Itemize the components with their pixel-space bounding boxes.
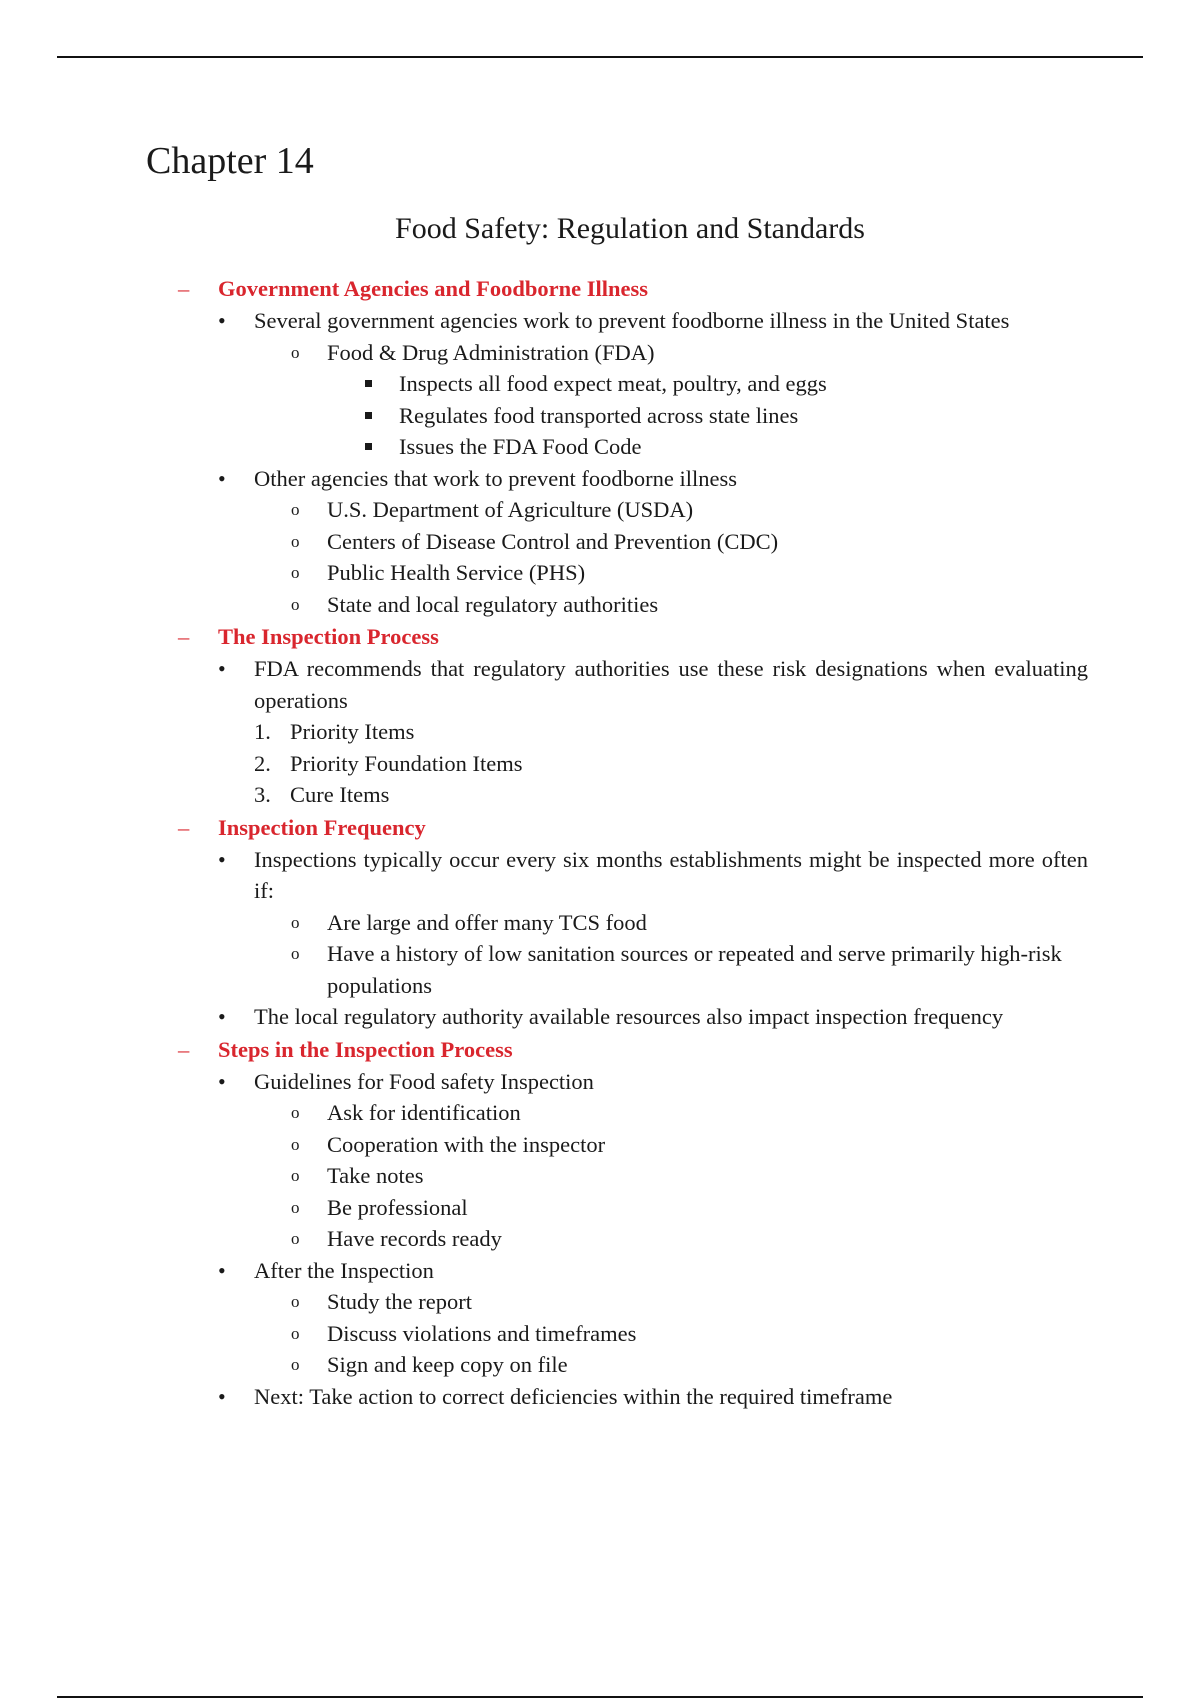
bullet-marker: • [218, 465, 226, 491]
section-heading [178, 620, 1088, 653]
bullet-marker: • [218, 846, 226, 872]
circle-marker: o [291, 1197, 300, 1217]
sub-bullet-item [178, 1160, 1088, 1192]
square-bullet-text: Regulates food transported across state lines [399, 402, 799, 428]
dash-marker: – [178, 1036, 190, 1062]
square-marker [365, 412, 372, 419]
number-marker: 1. [254, 719, 271, 744]
bullet-text: Guidelines for Food safety Inspection [254, 1068, 594, 1094]
sub-bullet-item [178, 494, 1088, 526]
dash-marker: – [178, 624, 190, 649]
square-bullet-item [178, 368, 1088, 400]
numbered-text: Priority Foundation Items [290, 750, 523, 776]
circle-marker: o [291, 531, 300, 551]
sub-bullet-item [178, 1129, 1088, 1161]
sub-bullet-text: Are large and offer many TCS food [327, 909, 647, 935]
square-marker [365, 443, 372, 450]
dash-marker: – [178, 276, 190, 301]
sub-bullet-item [178, 1097, 1088, 1129]
circle-marker: o [291, 1355, 300, 1374]
bullet-marker: • [218, 1068, 226, 1094]
bullet-item [178, 1001, 1088, 1033]
numbered-text: Priority Items [290, 719, 415, 744]
document-body [178, 272, 1088, 1412]
sub-bullet-item [178, 526, 1088, 558]
section-heading [178, 1033, 1088, 1066]
circle-marker: o [291, 1166, 300, 1185]
sub-bullet-text: Have a history of low sanitation sources or repeated and serve primarily high-risk populations [327, 941, 1062, 998]
square-bullet-text: Inspects all food expect meat, poultry, and eggs [399, 371, 827, 396]
sub-bullet-text: U.S. Department of Agriculture (USDA) [327, 497, 694, 522]
square-bullet-item [178, 400, 1088, 432]
sub-bullet-item [178, 337, 1088, 369]
sub-bullet-item [178, 907, 1088, 939]
bullet-item [178, 1066, 1088, 1098]
bullet-marker: • [218, 1004, 226, 1029]
sub-bullet-text: Cooperation with the inspector [327, 1131, 606, 1157]
circle-marker: o [291, 1134, 300, 1154]
sub-bullet-item [178, 1286, 1088, 1318]
numbered-text: Cure Items [290, 782, 390, 807]
square-bullet-text: Issues the FDA Food Code [399, 434, 642, 459]
sub-bullet-item [178, 938, 1088, 1001]
numbered-item [178, 748, 1088, 780]
sub-bullet-text: Discuss violations and timeframes [327, 1320, 637, 1346]
circle-marker: o [291, 944, 300, 963]
sub-bullet-text: Food & Drug Administration (FDA) [327, 339, 655, 365]
sub-bullet-text: Ask for identification [327, 1100, 521, 1125]
section-title: Steps in the Inspection Process [218, 1036, 513, 1062]
sub-bullet-text: Public Health Service (PHS) [327, 560, 586, 585]
circle-marker: o [291, 1103, 300, 1122]
bullet-item [178, 1255, 1088, 1287]
circle-marker: o [291, 1292, 300, 1311]
bullet-item [178, 844, 1088, 907]
bullet-text: Several government agencies work to prevent foodborne illness in the United States [254, 308, 1010, 333]
numbered-item [178, 716, 1088, 748]
numbered-item [178, 779, 1088, 811]
sub-bullet-text: Take notes [327, 1163, 424, 1188]
number-marker: 2. [254, 750, 271, 776]
bullet-item [178, 653, 1088, 716]
dash-marker: – [178, 814, 190, 840]
bottom-rule [57, 1696, 1143, 1698]
sub-bullet-text: Study the report [327, 1289, 472, 1314]
section-title: Government Agencies and Foodborne Illness [218, 276, 649, 301]
sub-bullet-item [178, 1192, 1088, 1224]
bullet-marker: • [218, 1257, 226, 1283]
sub-bullet-text: Sign and keep copy on file [327, 1352, 568, 1377]
sub-bullet-text: Be professional [327, 1194, 468, 1220]
bullet-text: The local regulatory authority available resources also impact inspection frequency [254, 1004, 1004, 1029]
sub-bullet-item [178, 1223, 1088, 1255]
number-marker: 3. [254, 782, 271, 807]
circle-marker: o [291, 563, 300, 582]
bullet-item [178, 463, 1088, 495]
bullet-text: Other agencies that work to prevent foodborne illness [254, 465, 737, 491]
circle-marker: o [291, 594, 300, 614]
section-title: The Inspection Process [218, 624, 439, 649]
sub-bullet-item [178, 557, 1088, 589]
chapter-title: Chapter 14 [146, 140, 314, 182]
bullet-marker: • [218, 308, 226, 333]
page-subtitle: Food Safety: Regulation and Standards [395, 212, 865, 245]
bullet-marker: • [218, 1383, 226, 1409]
section-heading [178, 811, 1088, 844]
bullet-item [178, 305, 1088, 337]
sub-bullet-text: Centers of Disease Control and Prevention (CDC) [327, 528, 779, 554]
square-marker [365, 380, 372, 387]
sub-bullet-item [178, 589, 1088, 621]
top-rule [57, 56, 1143, 58]
bullet-text: FDA recommends that regulatory authorities use these risk designations when evaluating operations [254, 656, 1088, 713]
bullet-marker: • [218, 656, 226, 681]
bullet-text: Next: Take action to correct deficiencies within the required timeframe [254, 1383, 893, 1409]
sub-bullet-item [178, 1318, 1088, 1350]
bullet-text: Inspections typically occur every six months establishments might be inspected more often if: [254, 846, 1088, 903]
sub-bullet-text: State and local regulatory authorities [327, 591, 659, 617]
section-title: Inspection Frequency [218, 814, 426, 840]
bullet-item [178, 1381, 1088, 1413]
circle-marker: o [291, 342, 300, 362]
sub-bullet-text: Have records ready [327, 1226, 502, 1251]
sub-bullet-item [178, 1349, 1088, 1381]
section-heading [178, 272, 1088, 305]
circle-marker: o [291, 912, 300, 932]
circle-marker: o [291, 1323, 300, 1343]
circle-marker: o [291, 1229, 300, 1248]
circle-marker: o [291, 500, 300, 519]
square-bullet-item [178, 431, 1088, 463]
bullet-text: After the Inspection [254, 1257, 434, 1283]
